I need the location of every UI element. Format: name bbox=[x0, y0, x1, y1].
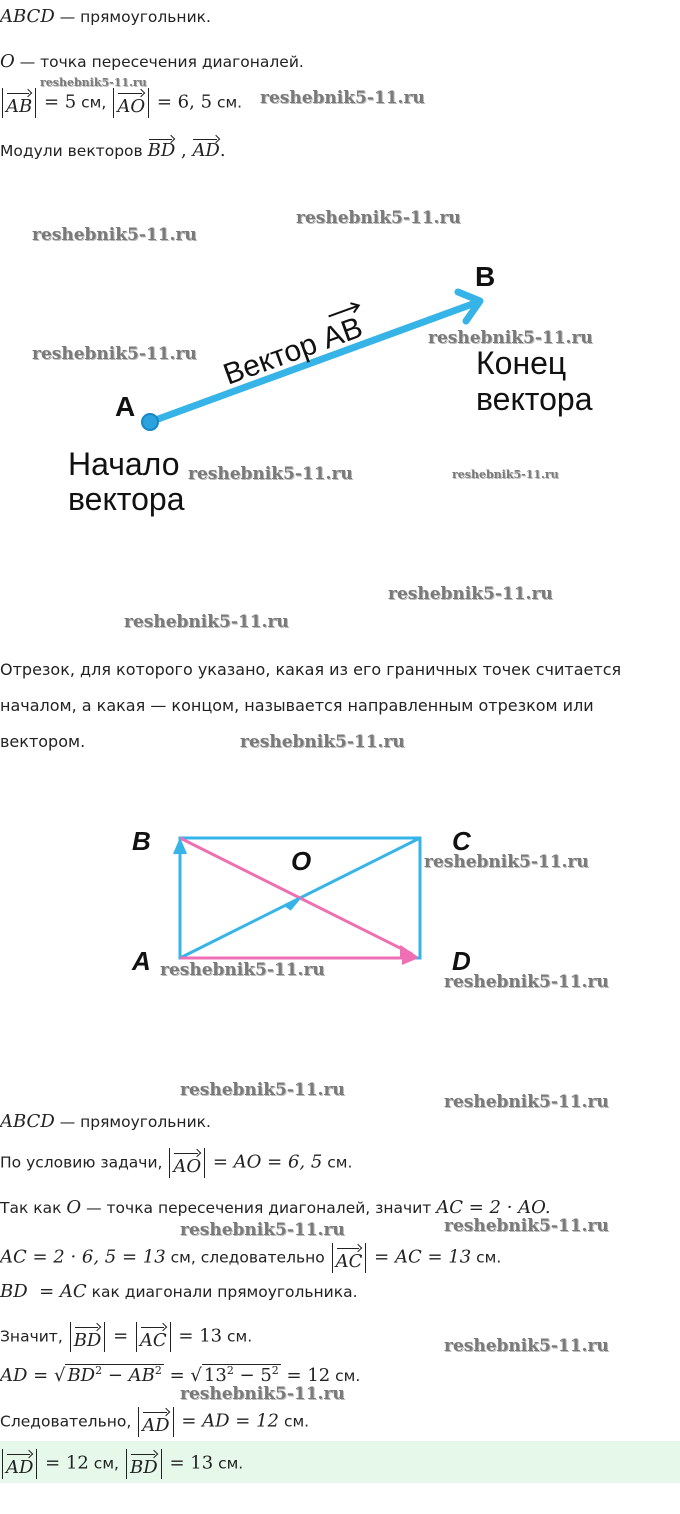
label-c: C bbox=[452, 826, 471, 856]
label-b: B bbox=[132, 826, 151, 856]
exponent: 2 bbox=[226, 1364, 234, 1377]
definition-line-3: вектором. bbox=[0, 732, 86, 751]
watermark: reshebnik5-11.ru bbox=[160, 960, 325, 980]
vector-ao: AO bbox=[117, 90, 145, 118]
bd-value: = 13 bbox=[172, 1325, 223, 1347]
intro-line-2 bbox=[0, 53, 304, 71]
watermark: reshebnik5-11.ru bbox=[188, 464, 353, 484]
end-label-1: Конец bbox=[476, 345, 567, 381]
vector-ad: AD bbox=[192, 136, 219, 160]
watermark: reshebnik5-11.ru bbox=[260, 88, 425, 108]
solution-line-4 bbox=[0, 1243, 501, 1273]
solution-line-7: AD = √ $BD^2 - AB^2$ = √ $13^2 - 5^2 = 12$ см. bbox=[0, 1364, 361, 1386]
equals: = bbox=[107, 1325, 134, 1347]
vector-bd: BD bbox=[148, 136, 176, 160]
watermark: reshebnik5-11.ru bbox=[452, 468, 559, 481]
unit: см. bbox=[279, 1412, 310, 1431]
ab-value: = 5 bbox=[38, 91, 77, 113]
answer-vector-bd: BD bbox=[130, 1451, 158, 1479]
unit: см. bbox=[330, 1367, 361, 1385]
ac-formula: AC = 2 · AO. bbox=[436, 1197, 551, 1218]
watermark: reshebnik5-11.ru bbox=[180, 1220, 345, 1240]
vector-ab-line bbox=[150, 302, 478, 422]
watermark: reshebnik5-11.ru bbox=[444, 972, 609, 992]
start-point bbox=[142, 414, 158, 430]
num-13: 13 bbox=[203, 1365, 227, 1386]
arrow-ab bbox=[174, 840, 186, 854]
watermark: reshebnik5-11.ru bbox=[424, 852, 589, 872]
unit: см, bbox=[88, 1454, 119, 1473]
rectangle-diagram bbox=[0, 810, 680, 990]
vector-ao-2: AO bbox=[173, 1150, 201, 1178]
period: . bbox=[219, 140, 226, 161]
watermark: reshebnik5-11.ru bbox=[32, 225, 197, 245]
solution-text-3b: — точка пересечения диагоналей, значит bbox=[81, 1199, 437, 1217]
rect-name-2: ABCD bbox=[0, 1111, 55, 1132]
exponent: 2 bbox=[154, 1364, 162, 1377]
exponent: 2 bbox=[95, 1364, 103, 1377]
vector-ac: AC bbox=[336, 1245, 363, 1273]
unit: см. bbox=[471, 1248, 502, 1267]
vector-title: Вектор AB bbox=[219, 310, 367, 392]
ad-equation: = AD = 12 bbox=[175, 1410, 280, 1432]
rect-name: ABCD bbox=[0, 6, 55, 27]
ac-equation: = AC = 13 bbox=[368, 1246, 472, 1268]
vector-ac-2: AC bbox=[140, 1324, 167, 1352]
answer-line bbox=[0, 1449, 243, 1479]
solution-text-5: как диагонали прямоугольника. bbox=[86, 1283, 358, 1301]
watermark: reshebnik5-11.ru bbox=[180, 1384, 345, 1404]
start-label-1: Начало bbox=[68, 446, 180, 482]
intro-line-3 bbox=[0, 88, 242, 118]
point-o-2: O bbox=[66, 1197, 82, 1218]
unit: см. bbox=[222, 1327, 253, 1346]
solution-line-8 bbox=[0, 1407, 309, 1437]
ao-unit: см. bbox=[212, 93, 243, 112]
arrow-bd bbox=[400, 946, 415, 957]
label-a: A bbox=[132, 946, 151, 976]
definition-line-2: началом, а какая — концом, называется направленным отрезком или bbox=[0, 696, 594, 715]
ao-equation: = AO = 6, 5 bbox=[207, 1151, 323, 1173]
num-5: − 5 bbox=[233, 1365, 272, 1386]
point-a-label: A bbox=[115, 391, 136, 422]
exponent: 2 bbox=[271, 1364, 279, 1377]
intro-line-4 bbox=[0, 136, 226, 160]
unit: см. bbox=[213, 1454, 244, 1473]
watermark: reshebnik5-11.ru bbox=[180, 1080, 345, 1100]
solution-text-8: Следовательно, bbox=[0, 1412, 137, 1431]
ao-value: = 6, 5 bbox=[151, 91, 213, 113]
watermark: reshebnik5-11.ru bbox=[40, 76, 147, 89]
solution-text-2: По условию задачи, bbox=[0, 1153, 168, 1172]
definition-line-1: Отрезок, для которого указано, какая из его граничных точек считается bbox=[0, 660, 622, 679]
answer-bd-value: = 13 bbox=[163, 1452, 214, 1474]
watermark: reshebnik5-11.ru bbox=[296, 208, 461, 228]
vector-bd-2: BD bbox=[74, 1324, 102, 1352]
ad-label: AD = bbox=[0, 1365, 54, 1386]
unit: см. bbox=[322, 1153, 353, 1172]
watermark: reshebnik5-11.ru bbox=[32, 344, 197, 364]
watermark: reshebnik5-11.ru bbox=[124, 612, 289, 632]
vector-ad-2: AD bbox=[142, 1409, 169, 1437]
bd-term: BD bbox=[67, 1365, 96, 1386]
arrow-ao bbox=[284, 898, 300, 910]
watermark: reshebnik5-11.ru bbox=[428, 328, 593, 348]
equals: = bbox=[163, 1365, 191, 1386]
ac-calc: AC = 2 · 6, 5 = 13 bbox=[0, 1246, 166, 1268]
solution-line-1 bbox=[0, 1113, 211, 1131]
vector-ab: AB bbox=[6, 90, 32, 118]
point-o: O bbox=[0, 51, 15, 72]
start-label-2: вектора bbox=[68, 481, 185, 517]
ad-value: = 12 bbox=[280, 1365, 331, 1386]
watermark: reshebnik5-11.ru bbox=[240, 732, 405, 752]
solution-text-1: — прямоугольник. bbox=[54, 1113, 211, 1131]
intro-text-2: — точка пересечения диагоналей. bbox=[14, 53, 304, 71]
watermark: reshebnik5-11.ru bbox=[444, 1092, 609, 1112]
ab-unit: см, bbox=[76, 93, 107, 112]
label-d: D bbox=[452, 946, 471, 976]
watermark: reshebnik5-11.ru bbox=[444, 1216, 609, 1236]
end-label-2: вектора bbox=[476, 381, 593, 417]
comma: , bbox=[175, 140, 193, 161]
label-o: O bbox=[291, 846, 312, 876]
answer-ad-value: = 12 bbox=[39, 1452, 89, 1474]
point-b-label: B bbox=[475, 261, 496, 292]
watermark: reshebnik5-11.ru bbox=[388, 584, 553, 604]
solution-text-6: Значит, bbox=[0, 1327, 68, 1346]
solution-line-5 bbox=[0, 1283, 358, 1301]
watermark: reshebnik5-11.ru bbox=[444, 1336, 609, 1356]
solution-line-2 bbox=[0, 1148, 352, 1178]
intro-line-1 bbox=[0, 8, 211, 26]
solution-text-3a: Так как bbox=[0, 1199, 67, 1217]
solution-line-3 bbox=[0, 1199, 551, 1217]
answer-vector-ad: AD bbox=[6, 1451, 33, 1479]
solution-text-4: см, следовательно bbox=[165, 1248, 330, 1267]
ab-term: − AB bbox=[102, 1365, 155, 1386]
intro-text-4: Модули векторов bbox=[0, 142, 148, 160]
solution-line-6 bbox=[0, 1322, 252, 1352]
intro-text-1: — прямоугольник. bbox=[54, 8, 211, 26]
bd-ac: BD = AC bbox=[0, 1281, 87, 1302]
